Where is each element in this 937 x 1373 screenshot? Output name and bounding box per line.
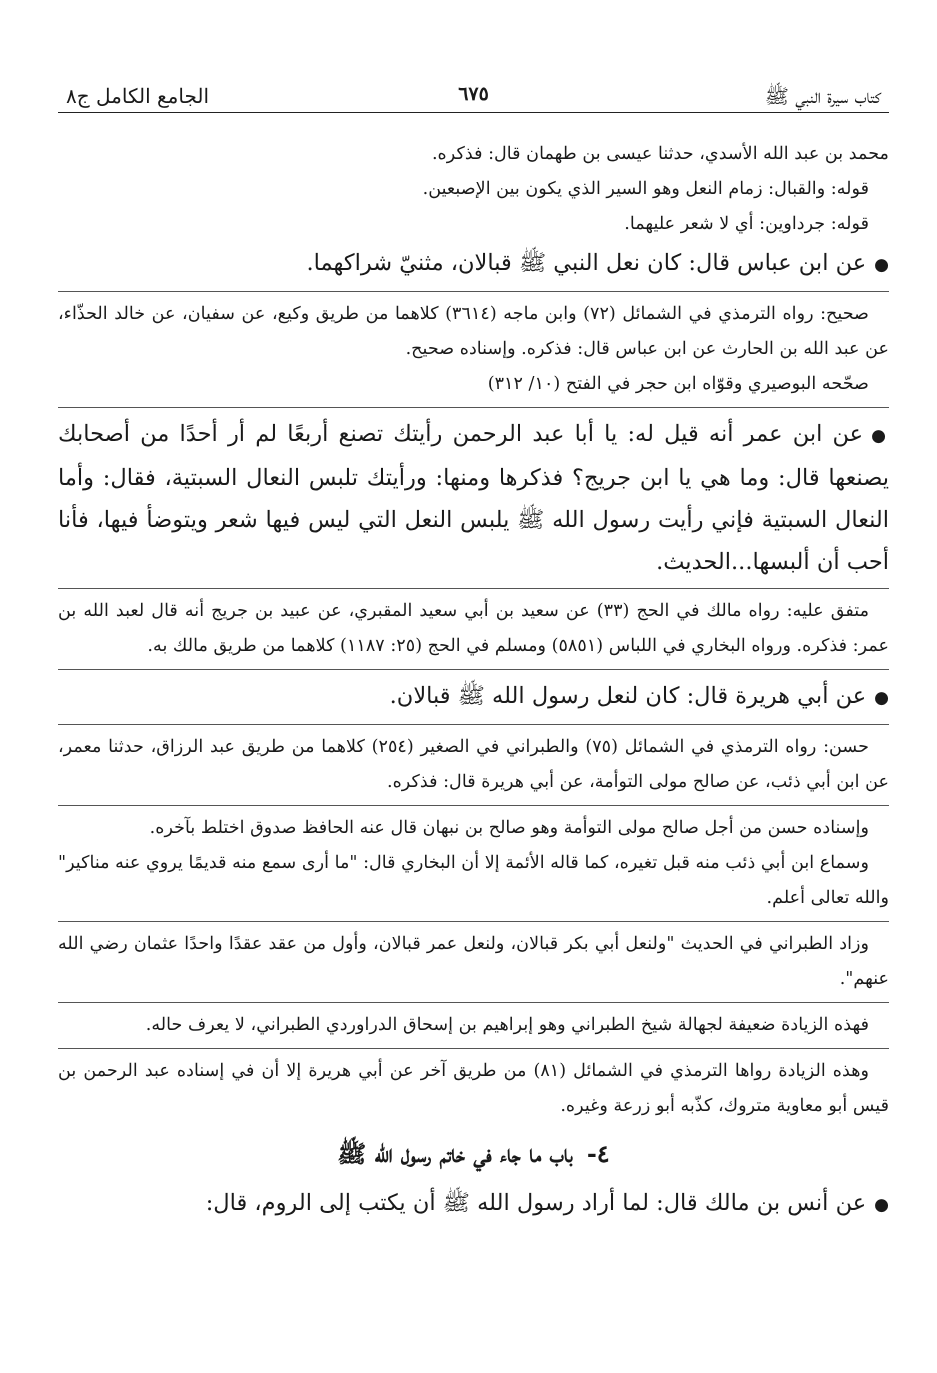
separator-rule <box>58 1048 889 1049</box>
running-header <box>58 62 889 113</box>
separator-rule <box>58 588 889 589</box>
bullet-icon: ● <box>874 688 889 708</box>
takhrij-paragraph: صحّحه البوصيري وقوّاه ابن حجر في الفتح (١٠/ ٣١٢) <box>487 374 869 394</box>
separator-rule <box>58 1002 889 1003</box>
chapter-title: باب ما جاء في خاتم رسول الله ﷺ <box>337 1139 573 1168</box>
separator-rule <box>58 407 889 408</box>
hadith-text: عن أنس بن مالك قال: لما أراد رسول الله ﷺ أن يكتب إلى الروم، قال: <box>205 1190 867 1216</box>
takhrij-paragraph: وهذه الزيادة رواها الترمذي في الشمائل (٨١) من طريق آخر عن أبي هريرة إلا أن في إسناده عبد الرحمن بن قيس أبو معاوية متروك، كذّبه أبو زرعة وغيره. <box>58 1061 889 1116</box>
chapter-number: ٤- <box>586 1139 610 1168</box>
header-book-title: كتاب سيرة النبي ﷺ <box>764 84 881 108</box>
chapter-heading <box>58 1130 889 1178</box>
text-paragraph: قوله: والقبال: زمام النعل وهو السير الذي يكون بين الإصبعين. <box>422 179 869 199</box>
hadith-paragraph <box>58 242 889 286</box>
page-number: ٦٧٥ <box>458 83 489 105</box>
hadith-paragraph <box>58 413 889 583</box>
text-paragraph: قوله: جرداوين: أي لا شعر عليهما. <box>624 214 869 234</box>
separator-rule <box>58 669 889 670</box>
hadith-text: عن ابن عباس قال: كان نعل النبي ﷺ قبالان، مثنيّ شراكهما. <box>306 250 867 276</box>
page-body <box>58 137 889 1226</box>
takhrij-paragraph: فهذه الزيادة ضعيفة لجهالة شيخ الطبراني وهو إبراهيم بن إسحاق الدراوردي الطبراني، لا يعرف حاله. <box>145 1015 869 1035</box>
text-paragraph: محمد بن عبد الله الأسدي، حدثنا عيسى بن طهمان قال: فذكره. <box>431 144 889 164</box>
separator-rule <box>58 805 889 806</box>
takhrij-paragraph: صحيح: رواه الترمذي في الشمائل (٧٢) وابن ماجه (٣٦١٤) كلاهما من طريق وكيع، عن سفيان، عن خالد الحذّاء، عن عبد الله بن الحارث عن ابن عباس قال: فذكره. وإسناده صحيح. <box>58 304 889 359</box>
separator-rule <box>58 291 889 292</box>
header-volume-title: الجامع الكامل ج٨ <box>66 84 210 108</box>
takhrij-paragraph: وزاد الطبراني في الحديث "ولنعل أبي بكر قبالان، ولنعل عمر قبالان، وأول من عقد عقدًا واحدًا عثمان رضي الله عنهم". <box>58 934 889 989</box>
takhrij-paragraph: وإسناده حسن من أجل صالح مولى التوأمة وهو صالح بن نبهان قال عنه الحافظ صدوق اختلط بآخره. <box>149 818 869 838</box>
hadith-paragraph <box>58 1182 889 1226</box>
hadith-text: عن ابن عمر أنه قيل له: يا أبا عبد الرحمن رأيتك تصنع أربعًا لم أر أحدًا من أصحابك يصنعها قال: وما هي يا ابن جريج؟ فذكرها ومنها: ورأيتك تلبس النعال السبتية، فقال: وأما النعال السبتية فإني رأيت رسول الله ﷺ يلبس النعل التي ليس فيها شعر ويتوضأ فيها، فأنا أحب أن ألبسها...الحديث. <box>58 421 889 575</box>
bullet-icon: ● <box>871 426 889 446</box>
takhrij-paragraph: متفق عليه: رواه مالك في الحج (٣٣) عن سعيد بن أبي سعيد المقبري، عن عبيد بن جريج أنه قال لعبد الله بن عمر: فذكره. ورواه البخاري في اللباس (٥٨٥١) ومسلم في الحج (٢٥: ١١٨٧) كلاهما من طريق مالك به. <box>58 601 889 656</box>
hadith-paragraph <box>58 675 889 719</box>
bullet-icon: ● <box>874 255 889 275</box>
bullet-icon: ● <box>874 1195 889 1215</box>
hadith-text: عن أبي هريرة قال: كان لنعل رسول الله ﷺ قبالان. <box>389 683 867 709</box>
takhrij-paragraph: حسن: رواه الترمذي في الشمائل (٧٥) والطبراني في الصغير (٢٥٤) كلاهما من طريق عبد الرزاق، حدثنا معمر، عن ابن أبي ذئب، عن صالح مولى التوأمة، عن أبي هريرة قال: فذكره. <box>58 737 889 792</box>
separator-rule <box>58 921 889 922</box>
takhrij-paragraph: وسماع ابن أبي ذئب منه قبل تغيره، كما قاله الأئمة إلا أن البخاري قال: "ما أرى سمع منه قديمًا يروي عنه مناكير" والله تعالى أعلم. <box>58 853 889 908</box>
separator-rule <box>58 724 889 725</box>
